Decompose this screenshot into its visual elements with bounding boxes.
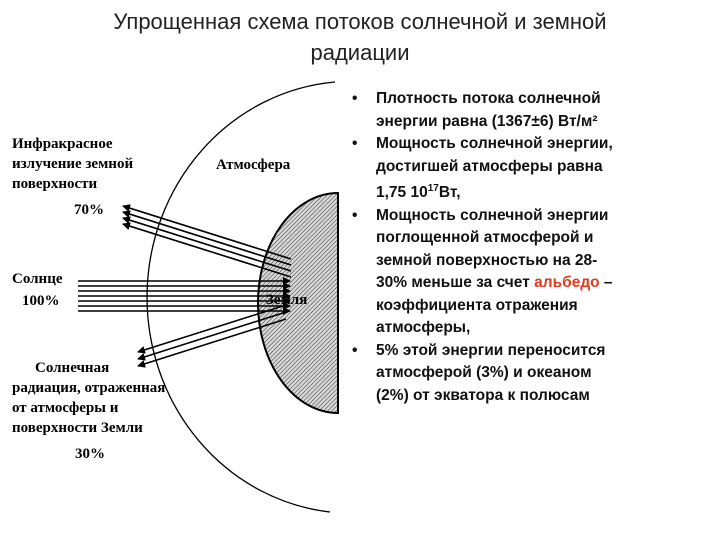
bullet1-line2: энергии равна (1367±6) Вт/м² [376, 112, 598, 130]
reflected-label-line4: поверхности Земли [12, 420, 143, 436]
bullet3-line2: поглощенной атмосферой и [376, 229, 594, 247]
title-line-1: Упрощенная схема потоков солнечной и земной [113, 9, 607, 34]
bullet1-line1: Плотность потока солнечной [376, 90, 601, 107]
infrared-percent: 70% [74, 202, 104, 218]
bullet2-line3: 1,75 10 [376, 184, 428, 202]
albedo-highlight: альбедо [534, 274, 600, 292]
bullet-energy-transport [344, 340, 714, 408]
facts-bullet-list [344, 88, 714, 407]
infrared-label-line1: Инфракрасное [12, 136, 113, 152]
earth-label: Земля [266, 292, 308, 308]
bullet-flux-density [344, 88, 714, 133]
reflected-label-line3: от атмосферы и [12, 400, 119, 416]
bullet3-line4: 30% меньше за счет [376, 274, 530, 292]
sun-percent: 100% [22, 293, 60, 309]
infrared-label-line3: поверхности [12, 176, 98, 192]
bullet3-line6: атмосферы, [376, 319, 471, 337]
bullet2-exponent: 17 [427, 183, 439, 194]
bullet3-line3: земной поверхностью на 28- [376, 251, 598, 269]
bullet3-dash: – [599, 274, 613, 292]
reflected-percent: 30% [75, 446, 105, 462]
title-line-2: радиации [310, 40, 410, 65]
bullet4-line1: 5% этой энергии переносится [376, 341, 606, 359]
bullet2-line2: достигшей атмосферы равна [376, 157, 603, 175]
incoming-solar-arrows [78, 281, 290, 311]
bullet3-line1: Мощность солнечной энергии [376, 206, 609, 224]
bullet2-unit: Вт, [438, 184, 461, 202]
bullet4-line2: атмосферой (3%) и океаном [376, 364, 592, 382]
sun-label: Солнце [12, 271, 63, 287]
infrared-label-line2: излучение земной [12, 156, 134, 172]
bullet4-line3: (2%) от экватора к полюсам [376, 386, 590, 404]
bullet3-line5: коэффициента отражения [376, 296, 578, 314]
bullet2-line1: Мощность солнечной энергии, [376, 135, 613, 152]
bullet-power-reaching-atmosphere [344, 133, 714, 205]
bullet-absorbed-power-albedo [344, 205, 714, 340]
atmosphere-label: Атмосфера [216, 157, 291, 173]
reflected-label-line1: Солнечная [35, 360, 110, 376]
reflected-label-line2: радиация, отраженная [12, 380, 166, 396]
